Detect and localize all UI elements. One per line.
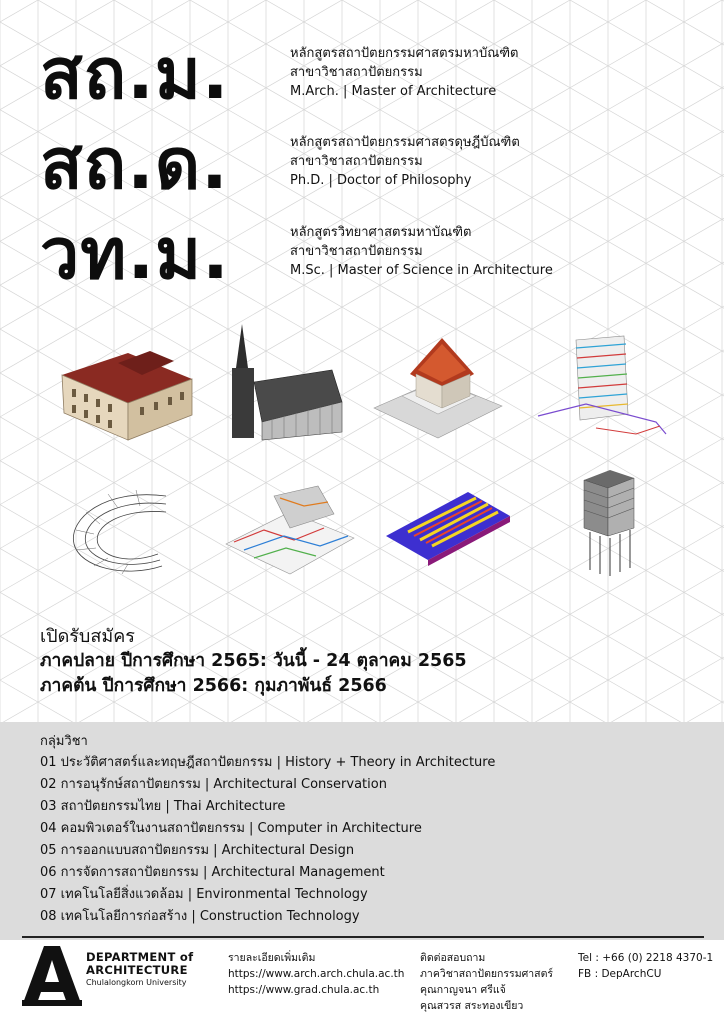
tower-foundation-illustration — [576, 466, 644, 578]
more-info-title: รายละเอียดเพิ่มเติม — [228, 952, 316, 964]
more-info-link-grad[interactable]: https://www.grad.chula.ac.th — [228, 984, 380, 996]
admission-block — [40, 624, 467, 699]
contact-column — [420, 950, 553, 1014]
contact-person-1: คุณกาญจนา ศรีแจ้ — [420, 984, 506, 996]
program-msc — [290, 223, 553, 280]
degree-abbr-march: สถ.ม. — [40, 33, 230, 115]
gothic-church-illustration — [222, 322, 346, 442]
course-group-item: 04 คอมพิวเตอร์ในงานสถาปัตยกรรม | Computer in Architecture — [40, 821, 422, 836]
degree-abbr-phd: สถ.ด. — [40, 123, 229, 205]
course-group-item: 07 เทคโนโลยีสิ่งแวดล้อม | Environmental Technology — [40, 887, 368, 902]
program-msc-line3: M.Sc. | Master of Science in Architecture — [290, 263, 553, 278]
program-phd — [290, 133, 520, 190]
footer-divider — [22, 936, 704, 938]
department-logo-icon — [22, 944, 82, 1006]
program-phd-line2: สาขาวิชาสถาปัตยกรรม — [290, 154, 423, 169]
degree-abbr-msc: วท.ม. — [40, 213, 230, 295]
program-phd-line3: Ph.D. | Doctor of Philosophy — [290, 173, 472, 188]
factory-mep-illustration — [224, 484, 356, 580]
course-group-item: 03 สถาปัตยกรรมไทย | Thai Architecture — [40, 799, 286, 814]
contact-title: ติดต่อสอบถาม — [420, 952, 486, 964]
thermal-analysis-illustration — [384, 488, 512, 572]
facebook-handle: FB : DepArchCU — [578, 968, 662, 980]
more-info-link-arch[interactable]: https://www.arch.arch.chula.ac.th — [228, 968, 405, 980]
contact-person-2: คุณสวรส สระทองเขียว — [420, 1000, 524, 1012]
building-villa-illustration — [58, 345, 198, 445]
course-group-item: 01 ประวัติศาสตร์และทฤษฎีสถาปัตยกรรม | History + Theory in Architecture — [40, 755, 496, 770]
admission-semester-late-2565: ภาคปลาย ปีการศึกษา 2565: วันนี้ - 24 ตุลาคม 2565 — [40, 651, 467, 671]
admission-semester-early-2566: ภาคต้น ปีการศึกษา 2566: กุมภาพันธ์ 2566 — [40, 676, 387, 696]
course-group-item: 05 การออกแบบสถาปัตยกรรม | Architectural Design — [40, 843, 355, 858]
admission-heading: เปิดรับสมัคร — [40, 626, 135, 647]
program-msc-line1: หลักสูตรวิทยาศาสตรมหาบัณฑิต — [290, 225, 472, 240]
department-name — [86, 951, 193, 988]
program-march — [290, 44, 518, 101]
thai-temple-illustration — [372, 334, 504, 446]
program-march-line2: สาขาวิชาสถาปัตยกรรม — [290, 65, 423, 80]
program-msc-line2: สาขาวิชาสถาปัตยกรรม — [290, 244, 423, 259]
program-phd-line1: หลักสูตรสถาปัตยกรรมศาสตรดุษฎีบัณฑิต — [290, 135, 520, 150]
course-group-item: 06 การจัดการสถาปัตยกรรม | Architectural Management — [40, 865, 385, 880]
colosseum-wireframe-illustration — [66, 478, 180, 580]
department-name-line1: DEPARTMENT of — [86, 950, 194, 964]
university-name: Chulalongkorn University — [86, 978, 187, 987]
course-group-item: 08 เทคโนโลยีการก่อสร้าง | Construction Technology — [40, 909, 360, 924]
program-march-line3: M.Arch. | Master of Architecture — [290, 84, 497, 99]
highrise-bim-illustration — [536, 334, 672, 444]
course-groups-list — [40, 752, 495, 928]
program-march-line1: หลักสูตรสถาปัตยกรรมศาสตรมหาบัณฑิต — [290, 46, 519, 61]
phone-number: Tel : +66 (0) 2218 4370-1 — [578, 952, 714, 964]
course-group-item: 02 การอนุรักษ์สถาปัตยกรรม | Architectural Conservation — [40, 777, 387, 792]
course-groups-band — [0, 722, 724, 940]
contact-department: ภาควิชาสถาปัตยกรรมศาสตร์ — [420, 968, 554, 980]
course-groups-title: กลุ่มวิชา — [40, 734, 88, 749]
phone-social-column — [578, 950, 713, 982]
more-info-column — [228, 950, 404, 998]
department-name-line2: ARCHITECTURE — [86, 963, 188, 977]
